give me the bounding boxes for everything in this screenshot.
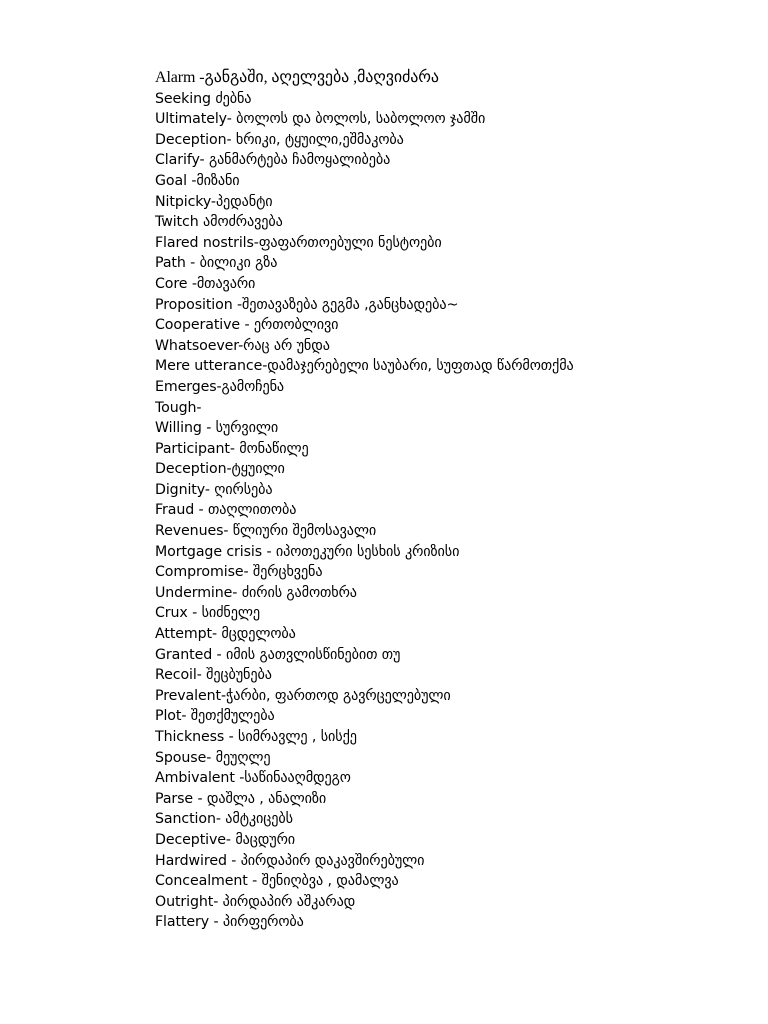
vocab-line-sanction: Sanction- ამტკიცებს [155, 811, 293, 828]
vocab-line-deception: Deception- ხრიკი, ტყუილი,ეშმაკობა [155, 131, 404, 148]
vocab-line-crux: Crux - სიძნელე [155, 605, 260, 622]
vocab-line-participant: Participant- მონაწილე [155, 440, 309, 457]
vocab-line-compromise: Compromise- შერცხვენა [155, 564, 323, 581]
vocab-line-alarm: Alarm -განგაში, აღელვება ,მაღვიძარა [155, 69, 439, 86]
vocab-line-deceptive: Deceptive- მაცდური [155, 831, 296, 848]
vocabulary-list [155, 68, 574, 933]
vocab-line-goal: Goal -მიზანი [155, 172, 240, 189]
vocab-line-core: Core -მთავარი [155, 275, 256, 292]
vocab-line-mere-utterance: Mere utterance-დამაჯერებელი საუბარი, სუფთად წარმოთქმა [155, 358, 574, 375]
vocab-line-revenues: Revenues- წლიური შემოსავალი [155, 523, 377, 540]
vocab-line-flared-nostrils: Flared nostrils-ფაფართოებული ნესტოები [155, 234, 442, 251]
vocab-line-emerges: Emerges-გამოჩენა [155, 378, 284, 395]
vocab-line-dignity: Dignity- ღირსება [155, 481, 273, 498]
vocab-line-proposition: Proposition -შეთავაზება გეგმა ,განცხადება~ [155, 296, 459, 313]
vocab-line-hardwired: Hardwired - პირდაპირ დაკავშირებული [155, 852, 425, 869]
vocab-line-seeking: Seeking ძებნა [155, 90, 252, 107]
vocab-line-undermine: Undermine- ძირის გამოთხრა [155, 584, 357, 601]
vocab-line-whatsoever: Whatsoever-რაც არ უნდა [155, 337, 330, 354]
vocab-line-tough: Tough- [155, 399, 202, 416]
vocab-line-path: Path - ბილიკი გზა [155, 255, 278, 272]
vocab-line-clarify: Clarify- განმარტება ჩამოყალიბება [155, 152, 391, 169]
vocab-line-plot: Plot- შეთქმულება [155, 708, 275, 725]
vocab-line-nitpicky: Nitpicky-პედანტი [155, 193, 273, 210]
vocab-line-mortgage-crisis: Mortgage crisis - იპოთეკური სესხის კრიზისი [155, 543, 460, 560]
vocab-line-thickness: Thickness - სიმრავლე , სისქე [155, 729, 357, 745]
vocab-line-parse: Parse - დაშლა , ანალიზი [155, 790, 327, 807]
vocab-line-recoil: Recoil- შეცბუნება [155, 667, 272, 684]
vocab-line-flattery: Flattery - პირფერობა [155, 914, 304, 931]
vocab-line-deception-2: Deception-ტყუილი [155, 461, 285, 478]
vocab-line-twitch: Twitch ამოძრავება [155, 214, 283, 231]
vocab-line-ultimately: Ultimately- ბოლოს და ბოლოს, საბოლოო ჯამში [155, 111, 486, 128]
vocab-line-outright: Outright- პირდაპირ აშკარად [155, 893, 356, 910]
vocab-line-prevalent: Prevalent-ჭარბი, ფართოდ გავრცელებული [155, 687, 451, 704]
vocab-line-ambivalent: Ambivalent -საწინააღმდეგო [155, 770, 351, 787]
vocab-line-granted: Granted - იმის გათვლისწინებით თუ [155, 646, 401, 663]
vocab-line-fraud: Fraud - თაღლითობა [155, 502, 297, 519]
vocab-line-attempt: Attempt- მცდელობა [155, 626, 296, 643]
vocab-line-concealment: Concealment - შენიღბვა , დამალვა [155, 873, 399, 890]
vocab-line-spouse: Spouse- მეუღლე [155, 749, 271, 766]
vocab-line-willing: Willing - სურვილი [155, 420, 279, 437]
vocab-line-cooperative: Cooperative - ერთობლივი [155, 317, 339, 334]
